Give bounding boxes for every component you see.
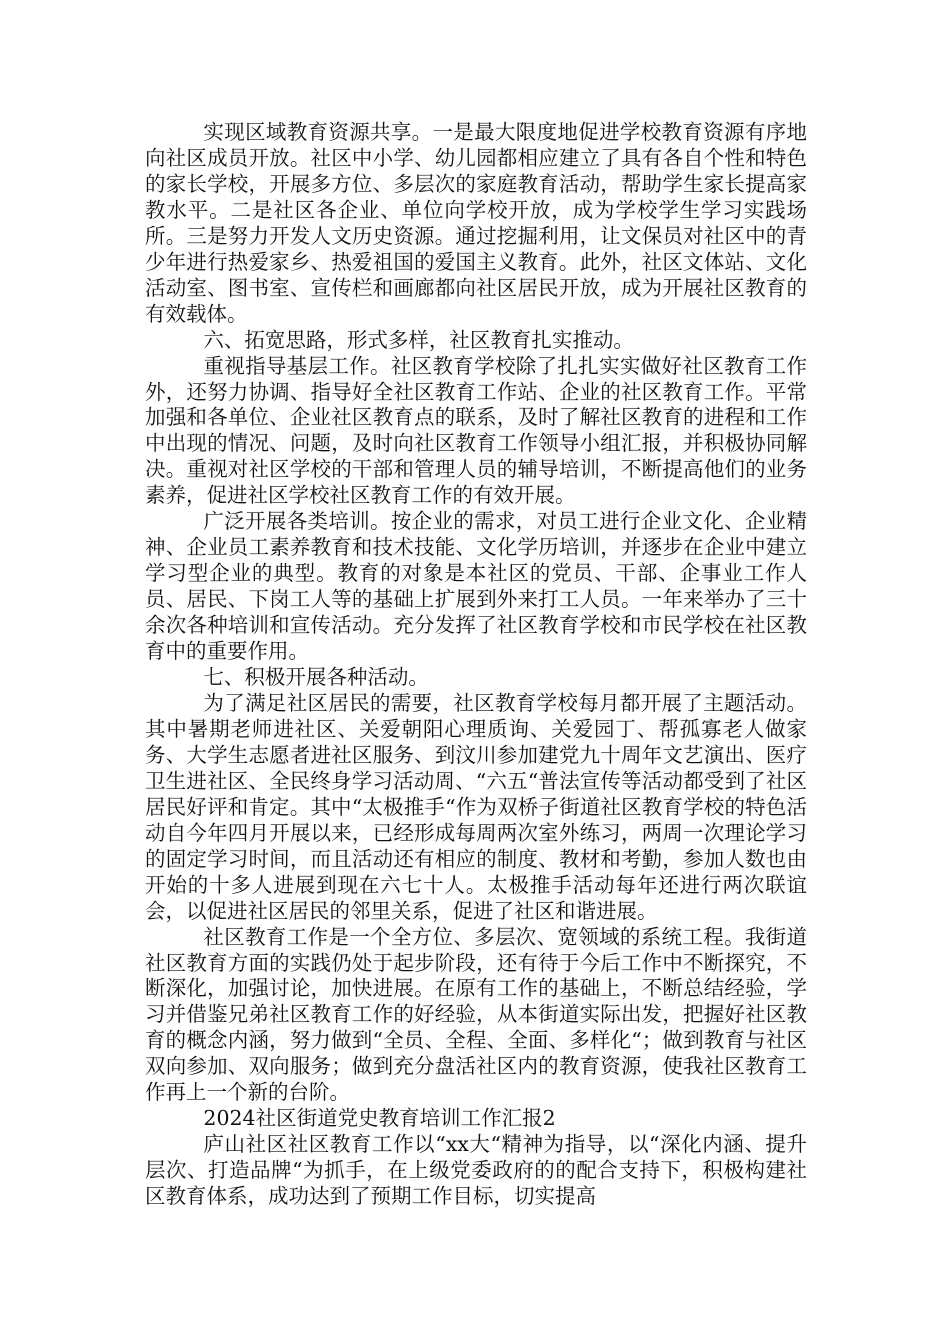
paragraph-grassroots-guidance: 重视指导基层工作。社区教育学校除了扎扎实实做好社区教育工作外，还努力协调、指导好全社区教育工作站、企业的社区教育工作。平常加强和各单位、企业社区教育点的联系，及时了解社区教育的进程和工作中出现的情况、问题，及时向社区教育工作领导小组汇报，并积极协同解决。重视对社区学校的干部和管理人员的辅导培训，不断提高他们的业务素养，促进社区学校社区教育工作的有效开展。 [145,353,807,508]
paragraph-lushan-community: 庐山社区社区教育工作以“xx大“精神为指导，以“深化内涵、提升层次、打造品牌“为抓手，在上级党委政府的的配合支持下，积极构建社区教育体系，成功达到了预期工作目标，切实提高 [145,1132,807,1209]
report-title-2: 2024社区街道党史教育培训工作汇报2 [203,1106,556,1131]
document-page [145,120,807,1210]
section-heading-six: 六、拓宽思路，形式多样，社区教育扎实推动。 [203,327,634,352]
paragraph-system-engineering: 社区教育工作是一个全方位、多层次、宽领域的系统工程。我街道社区教育方面的实践仍处于起步阶段，还有待于今后工作中不断探究，不断深化，加强讨论，加快进展。在原有工作的基础上，不断总结经验，学习并借鉴兄弟社区教育工作的好经验，从本街道实际出发，把握好社区教育的概念内涵，努力做到“全员、全程、全面、多样化“；做到教育与社区双向参加、双向服务；做到充分盘活社区内的教育资源，使我社区教育工作再上一个新的台阶。 [145,924,807,1105]
section-heading-seven: 七、积极开展各种活动。 [203,665,429,690]
paragraph-resource-sharing: 实现区域教育资源共享。一是最大限度地促进学校教育资源有序地向社区成员开放。社区中小学、幼儿园都相应建立了具有各自个性和特色的家长学校，开展多方位、多层次的家庭教育活动，帮助学生家长提高家教水平。二是社区各企业、单位向学校开放，成为学校学生学习实践场所。三是努力开发人文历史资源。通过挖掘利用，让文保员对社区中的青少年进行热爱家乡、热爱祖国的爱国主义教育。此外，社区文体站、文化活动室、图书室、宣传栏和画廊都向社区居民开放，成为开展社区教育的有效载体。 [145,120,807,326]
paragraph-training: 广泛开展各类培训。按企业的需求，对员工进行企业文化、企业精神、企业员工素养教育和技术技能、文化学历培训，并逐步在企业中建立学习型企业的典型。教育的对象是本社区的党员、干部、企事业工作人员、居民、下岗工人等的基础上扩展到外来打工人员。一年来举办了三十余次各种培训和宣传活动。充分发挥了社区教育学校和市民学校在社区教育中的重要作用。 [145,509,807,664]
paragraph-activities: 为了满足社区居民的需要，社区教育学校每月都开展了主题活动。其中暑期老师进社区、关爱朝阳心理质询、关爱园丁、帮孤寡老人做家务、大学生志愿者进社区服务、到汶川参加建党九十周年文艺演出、医疗卫生进社区、全民终身学习活动周、“六五“普法宣传等活动都受到了社区居民好评和肯定。其中“太极推手“作为双桥子街道社区教育学校的特色活动自今年四月开展以来，已经形成每周两次室外练习，两周一次理论学习的固定学习时间，而且活动还有相应的制度、教材和考勤，参加人数也由开始的十多人进展到现在六七十人。太极推手活动每年还进行两次联谊会，以促进社区居民的邻里关系，促进了社区和谐进展。 [145,690,807,923]
